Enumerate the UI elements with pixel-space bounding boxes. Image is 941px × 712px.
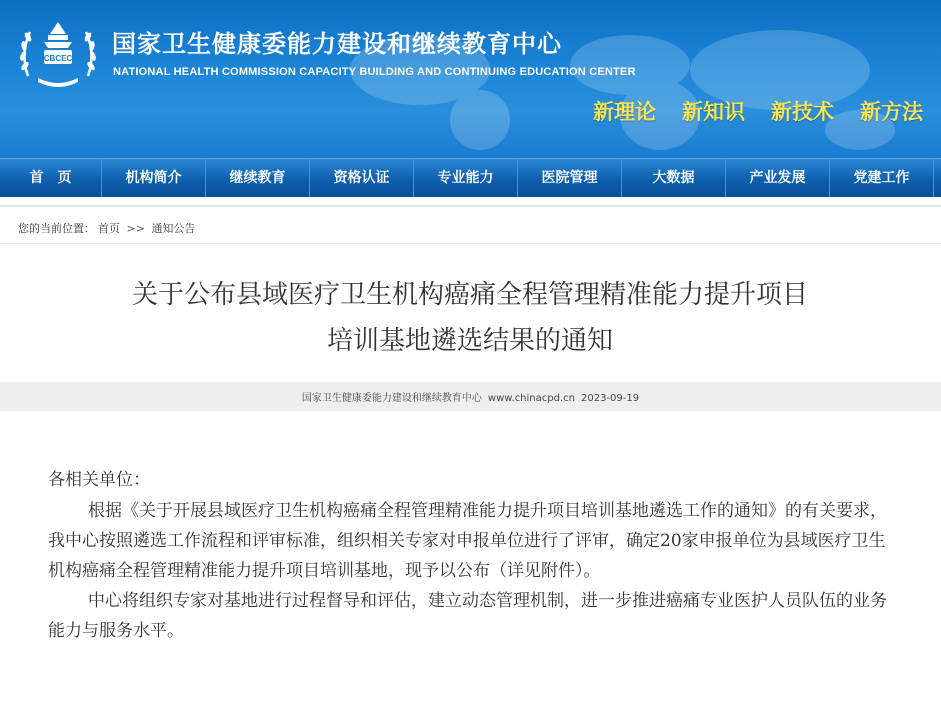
article-body xyxy=(48,465,898,646)
nav-item-professional-ability[interactable]: 专业能力 xyxy=(414,159,518,197)
svg-text:CBCEC: CBCEC xyxy=(43,54,73,63)
cbcec-logo xyxy=(14,14,102,94)
breadcrumb-divider xyxy=(0,243,941,244)
nav-item-home[interactable]: 首 页 xyxy=(0,159,102,197)
main-nav xyxy=(0,158,941,197)
article-title-line-2: 培训基地遴选结果的通知 xyxy=(326,326,613,356)
breadcrumb-separator: >> xyxy=(126,222,145,235)
article-site: www.chinacpd.cn xyxy=(487,393,575,404)
nav-item-party-building[interactable]: 党建工作 xyxy=(830,159,934,197)
nav-item-continuing-education[interactable]: 继续教育 xyxy=(206,159,310,197)
article-salutation: 各相关单位： xyxy=(48,470,150,490)
nav-item-certification[interactable]: 资格认证 xyxy=(310,159,414,197)
breadcrumb-home-link[interactable]: 首页 xyxy=(98,222,120,235)
article-date: 2023-09-19 xyxy=(580,393,640,404)
nav-item-big-data[interactable]: 大数据 xyxy=(622,159,726,197)
nav-item-about[interactable]: 机构简介 xyxy=(102,159,206,197)
nav-item-industry[interactable]: 产业发展 xyxy=(726,159,830,197)
article-paragraph-1: 根据《关于开展县域医疗卫生机构癌痛全程管理精准能力提升项目培训基地遴选工作的通知》的有关要求，我中心按照遴选工作流程和评审标准，组织相关专家对申报单位进行了评审，确定20家申报单位为县域医疗卫生机构癌痛全程管理精准能力提升项目培训基地，现予以公布（详见附件）。 xyxy=(48,501,887,581)
article-title-line-1: 关于公布县域医疗卫生机构癌痛全程管理精准能力提升项目 xyxy=(131,280,808,310)
article-title xyxy=(40,272,900,364)
slogan-group xyxy=(593,96,923,126)
slogan-new-technology: 新技术 xyxy=(771,100,834,124)
article-meta xyxy=(0,389,941,404)
slogan-new-method: 新方法 xyxy=(860,100,923,124)
breadcrumb-prefix: 您的当前位置： xyxy=(18,222,95,235)
slogan-new-knowledge: 新知识 xyxy=(682,100,745,124)
org-name-en: NATIONAL HEALTH COMMISSION CAPACITY BUILDING AND CONTINUING EDUCATION CENTER xyxy=(113,66,636,78)
article-paragraph-2: 中心将组织专家对基地进行过程督导和评估，建立动态管理机制，进一步推进癌痛专业医护人员队伍的业务能力与服务水平。 xyxy=(48,591,887,641)
slogan-new-theory: 新理论 xyxy=(593,100,656,124)
article-source: 国家卫生健康委能力建设和继续教育中心 xyxy=(301,393,482,404)
site-header xyxy=(0,0,941,158)
breadcrumb-current-link[interactable]: 通知公告 xyxy=(151,222,196,235)
org-name-cn: 国家卫生健康委能力建设和继续教育中心 xyxy=(112,30,562,58)
nav-item-hospital-management[interactable]: 医院管理 xyxy=(518,159,622,197)
nav-divider xyxy=(0,197,941,207)
breadcrumb xyxy=(18,220,198,236)
